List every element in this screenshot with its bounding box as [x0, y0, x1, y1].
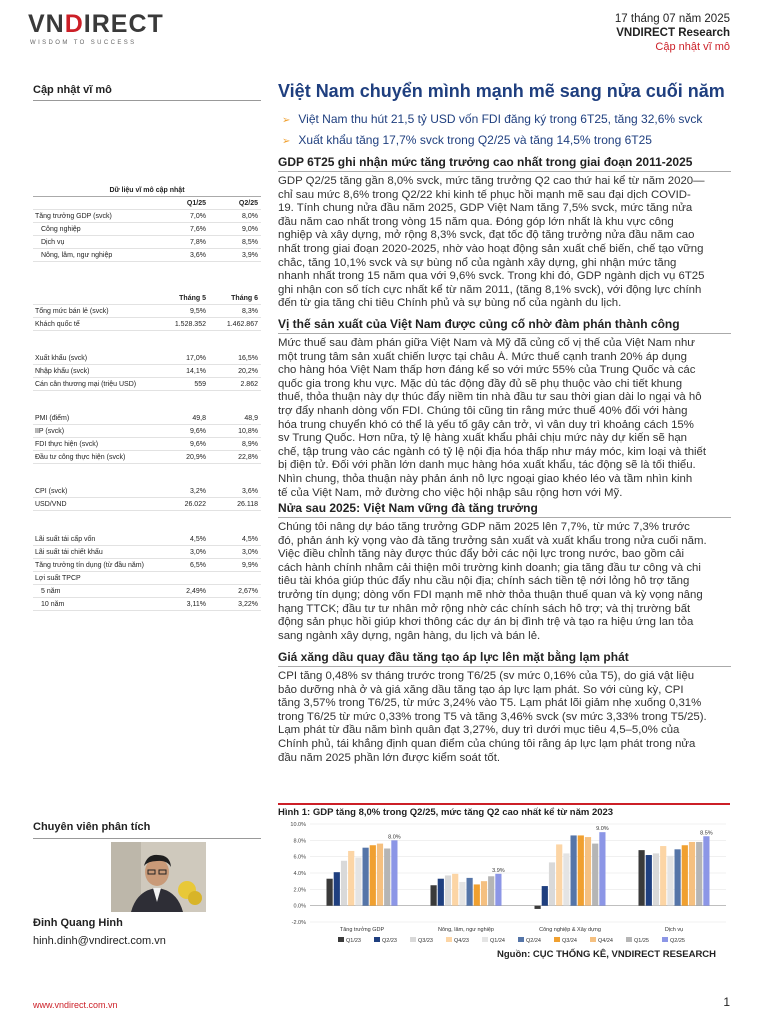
section-paragraph — [278, 337, 733, 500]
key-points — [282, 111, 702, 153]
row-label: 10 năm — [41, 601, 65, 608]
logo-tagline: WISDOM TO SUCCESS — [30, 40, 137, 46]
y-tick-label: 10.0% — [290, 822, 306, 828]
row-value-1: Tháng 5 — [179, 295, 206, 302]
chart-bar — [488, 876, 494, 905]
table-row — [33, 534, 261, 546]
row-value-1: 14,1% — [186, 368, 206, 375]
report-date: 17 tháng 07 năm 2025 — [614, 13, 730, 25]
paragraph-line: sv Trung Quốc. Hơn nữa, tỷ lệ hàng xuất khẩu phải chịu mức này dự kiến sẽ hạn — [278, 432, 687, 445]
legend-swatch — [626, 937, 632, 942]
paragraph-line: chỉ sau mức 8,6% trong Q2/22 khi kinh tế phục hồi mạnh mẽ sau đại dịch COVID- — [278, 188, 691, 201]
figure-title: Hình 1: GDP tăng 8,0% trong Q2/25, mức tăng Q2 cao nhất kể từ năm 2023 — [278, 807, 614, 818]
key-point: ➢ Việt Nam thu hút 21,5 tỷ USD vốn FDI đăng ký trong 6T25, tăng 32,6% svck — [282, 112, 703, 126]
chart-bar — [377, 844, 383, 906]
analyst-section-title: Chuyên viên phân tích — [33, 821, 151, 833]
section-heading: Vị thế sản xuất của Việt Nam được củng cố nhờ đàm phán thành công — [278, 317, 680, 331]
row-value-2: 3,6% — [242, 488, 258, 495]
paragraph-line: một trung tâm sản xuất chiến lược tại châu Á. Mức thuế cạnh tranh 20% áp dụng — [278, 350, 687, 363]
gdp-growth-chart — [278, 818, 730, 950]
row-value-1: 3,11% — [186, 601, 206, 608]
table-row — [33, 499, 261, 511]
chart-bar — [481, 881, 487, 906]
key-point: ➢ Xuất khẩu tăng 17,7% svck trong Q2/25 và tăng 14,5% trong 6T25 — [282, 133, 652, 147]
row-value-1: 9,5% — [190, 308, 206, 315]
chart-bar — [682, 845, 688, 905]
y-tick-label: 2.0% — [293, 887, 306, 894]
paragraph-line: Lạm phát từ đầu năm bình quân đạt 3,27%, duy trì dưới mục tiêu 4,5–5,0% của — [278, 724, 680, 737]
row-value-2: 9,0% — [242, 226, 258, 233]
page-title: Việt Nam chuyển mình mạnh mẽ sang nửa cuối năm — [278, 81, 725, 101]
chart-bar — [431, 885, 437, 905]
page-number: 1 — [723, 995, 730, 1009]
paragraph-line: CPI tăng 0,48% sv tháng trước trong T6/25 (sv mức 0,16% của T5), do giá vật liệu — [278, 670, 695, 682]
chart-bar — [599, 832, 605, 906]
paragraph-line: thuế, thỏa thuận này dự thúc đẩy niềm tin nhà đầu tư sau thời gian dài lo ngại và hỗ — [278, 391, 702, 404]
legend-swatch — [518, 937, 524, 942]
row-value-2: 8,9% — [242, 441, 258, 448]
row-value-1: Q1/25 — [186, 200, 206, 207]
section-heading: Nửa sau 2025: Việt Nam vững đà tăng trưởng — [278, 501, 538, 515]
row-value-1: 6,5% — [190, 562, 206, 569]
row-value-2: 8,3% — [242, 308, 258, 315]
section-divider — [278, 517, 731, 518]
table-header-row — [33, 293, 261, 305]
legend-label: Q2/23 — [382, 938, 397, 944]
row-value-1: 9,6% — [190, 428, 206, 435]
legend-swatch — [410, 937, 416, 942]
legend-label: Q1/24 — [490, 938, 505, 944]
legend-swatch — [590, 937, 596, 942]
legend-swatch — [554, 937, 560, 942]
row-value-1: 9,6% — [190, 441, 206, 448]
row-label: Nông, lâm, ngư nghiệp — [41, 252, 113, 259]
row-value-1: 2,49% — [186, 588, 206, 595]
paragraph-line: tiêu tài khóa giúp thúc đẩy nhu cầu nội địa; chính sách tiền tệ nới lỏng hỗ trợ tăng — [278, 575, 690, 588]
figure-divider — [278, 803, 730, 805]
chart-bar — [675, 849, 681, 905]
legend-label: Q3/23 — [418, 938, 433, 944]
row-label: Đầu tư công thực hiện (svck) — [35, 454, 126, 461]
data-label: 8.5% — [700, 830, 713, 837]
row-value-2: 22,8% — [238, 454, 258, 461]
table-row — [33, 224, 261, 236]
y-tick-label: 0.0% — [293, 903, 306, 910]
analyst-portrait-icon — [111, 842, 206, 912]
row-label: Cán cân thương mại (triệu USD) — [35, 381, 137, 388]
row-label: Khách quốc tế — [35, 321, 80, 328]
analyst-photo — [111, 842, 206, 912]
row-label: FDI thực hiện (svck) — [35, 441, 99, 448]
section-heading: GDP 6T25 ghi nhận mức tăng trưởng cao nhất trong giai đoạn 2011-2025 — [278, 155, 693, 169]
section-paragraph — [278, 175, 733, 311]
paragraph-line: trưởng tín dụng; dòng vốn FDI mạnh mẽ nhờ thỏa thuận thuế quan và kỳ vọng nâng — [278, 588, 703, 601]
paragraph-line: quốc gia trong khu vực. Mặc dù tác động đầy đủ sẽ phụ thuộc vào chi tiết khung — [278, 377, 683, 390]
table-row — [33, 573, 261, 585]
row-label: Tăng trưởng GDP (svck) — [35, 213, 112, 220]
paragraph-line: sang ngành xây dựng, ngân hàng, du lịch và bán lẻ. — [278, 629, 541, 642]
figure-source: Nguồn: CỤC THỐNG KÊ, VNDIRECT RESEARCH — [497, 949, 717, 960]
paragraph-line: cách hành chính nhằm cải thiện môi trường kinh doanh; gia tăng đầu tư công và chi — [278, 561, 701, 574]
table-row — [33, 413, 261, 425]
y-tick-label: 8.0% — [293, 838, 306, 845]
row-label: 5 năm — [41, 588, 61, 595]
row-value-2: 2.862 — [240, 381, 258, 388]
row-label: Công nghiệp — [41, 226, 81, 233]
table-row — [33, 599, 261, 611]
report-org: VNDIRECT Research — [616, 27, 730, 39]
row-value-1: 4,5% — [190, 536, 206, 543]
analyst-email[interactable]: hinh.dinh@vndirect.com.vn — [33, 935, 166, 947]
row-value-2: 8,5% — [242, 239, 258, 246]
row-label: Tổng mức bán lẻ (svck) — [35, 308, 109, 315]
paragraph-line: bị điện tử. Đối với phần lớn danh mục hàng hóa xuất khẩu, tác động sẽ là tối thiểu. — [278, 459, 696, 472]
table-row — [33, 306, 261, 318]
chart-bar — [474, 884, 480, 905]
chart-bar — [571, 835, 577, 905]
paragraph-line: trong T6/25 từ mức 0,33% trong T5 và tăng 3,46% svck (sv mức 3,33% trong T5/25). — [278, 710, 707, 723]
row-label: CPI (svck) — [35, 488, 68, 495]
legend-swatch — [482, 937, 488, 942]
table-header-row — [33, 198, 261, 210]
y-tick-label: 4.0% — [293, 871, 306, 877]
table-row — [33, 586, 261, 598]
chart-bar — [703, 836, 709, 905]
logo-text-vn: VN — [28, 10, 65, 38]
paragraph-line: Chúng tôi nâng dự báo tăng trưởng GDP năm 2025 lên 7,7%, từ mức 7,3% trước — [278, 521, 690, 533]
chart-bar — [467, 878, 473, 906]
paragraph-line: bảo dưỡng nhà ở và giá xăng dầu tăng tạo áp lực lạm phát. So với cùng kỳ, CPI — [278, 683, 684, 696]
paragraph-line: nhất trong giai đoạn 2020-2025, nhờ vào hoạt động sản xuất chế biến, chế tạo vững — [278, 242, 704, 255]
paragraph-line: hóa trung chuyển khó có thể là yếu tố gây cản trở, vì vẫn duy trì khoảng cách 15% — [278, 418, 694, 431]
chart-bar — [549, 862, 555, 905]
table-row — [33, 353, 261, 365]
row-value-2: 9,9% — [242, 562, 258, 569]
chart-bar — [495, 874, 501, 906]
paragraph-line: 19. Tính chung nửa đầu năm 2025, GDP Việt Nam tăng 7,5% svck, mức tăng nửa — [278, 202, 693, 215]
footer-url[interactable]: www.vndirect.com.vn — [33, 1000, 118, 1010]
analyst-name: Đinh Quang Hinh — [33, 917, 123, 929]
legend-label: Q2/24 — [526, 938, 541, 944]
legend-label: Q1/23 — [346, 938, 361, 944]
section-heading: Giá xăng dầu quay đầu tăng tạo áp lực lên mặt bằng lạm phát — [278, 650, 629, 664]
legend-swatch — [662, 937, 668, 942]
row-value-1: 3,6% — [190, 252, 206, 259]
legend-swatch — [374, 937, 380, 942]
paragraph-line: đến từ gia tăng chi tiêu Chính phủ và sự bùng nổ của ngành du lịch. — [278, 297, 622, 310]
row-value-2: 10,8% — [238, 428, 258, 435]
chart-bar — [585, 837, 591, 906]
chart-bar — [384, 849, 390, 906]
legend-label: Q3/24 — [562, 938, 577, 944]
row-value-1: 26.022 — [184, 501, 206, 508]
row-label: Tăng trưởng tín dụng (từ đầu năm) — [35, 562, 144, 569]
paragraph-line: đầu năm 2025 phần lớn được kiểm soát tốt. — [278, 751, 501, 764]
sidebar-divider — [33, 100, 261, 101]
chart-bar — [341, 861, 347, 906]
paragraph-line: Nhìn chung, thỏa thuận này phản ánh nỗ lực ngoại giao khéo léo và tầm nhìn kinh — [278, 472, 693, 485]
section-paragraph — [278, 521, 733, 643]
row-label: Lãi suất tái chiết khấu — [35, 549, 103, 556]
row-value-1: 49,8 — [192, 415, 206, 422]
row-value-2: 48,9 — [244, 415, 258, 422]
legend-label: Q4/24 — [598, 938, 613, 944]
arrow-bullet-icon: ➢ — [282, 115, 291, 126]
x-category-label: Công nghiệp & Xây dựng — [539, 927, 601, 933]
section-divider — [278, 171, 731, 172]
row-value-2: 8,0% — [242, 213, 258, 220]
x-category-label: Nông, lâm, ngư nghiệp — [438, 927, 494, 933]
data-label: 8.0% — [388, 834, 401, 841]
row-value-2: Tháng 6 — [231, 295, 258, 302]
paragraph-line: cho hàng hóa Việt Nam thấp hơn đáng kể so với mức 55% của Trung Quốc và các — [278, 364, 696, 377]
logo-text-irect: IRECT — [83, 10, 164, 38]
chart-bar — [459, 882, 465, 906]
chart-bar — [578, 835, 584, 905]
y-tick-label: 6.0% — [293, 854, 306, 861]
paragraph-line: tế của Việt Nam, mở đường cho việc hội nhập sâu rộng hơn với Mỹ. — [278, 486, 623, 499]
row-label: IIP (svck) — [35, 428, 65, 435]
data-label: 9.0% — [596, 826, 609, 833]
chart-bar — [445, 875, 451, 905]
table-row — [33, 211, 261, 223]
table-row — [33, 439, 261, 451]
chart-bar — [592, 844, 598, 906]
chart-bar — [667, 856, 673, 906]
row-value-1: 3,2% — [190, 488, 206, 495]
table-row — [33, 250, 261, 262]
paragraph-line: Chính phủ, tái khẳng định quan điểm của chúng tôi rằng áp lực lạm phát trong nửa — [278, 737, 696, 750]
row-value-1: 7,0% — [190, 213, 206, 220]
chart-bar — [535, 906, 541, 909]
row-value-2: 26.118 — [237, 501, 258, 508]
section-divider — [278, 666, 731, 667]
chart-bar — [438, 879, 444, 906]
row-value-1: 1.528.352 — [174, 321, 206, 328]
chart-bar — [391, 840, 397, 905]
table-row — [33, 560, 261, 572]
table-row — [33, 237, 261, 249]
row-value-1: 17,0% — [186, 355, 206, 362]
analyst-divider — [33, 838, 261, 839]
paragraph-line: Việc điều chỉnh tăng này được thúc đẩy bởi các nội lực trong nước, bao gồm cải — [278, 548, 684, 561]
chart-bar — [334, 872, 340, 905]
row-value-2: 3,22% — [238, 601, 258, 608]
row-label: USD/VND — [35, 501, 67, 508]
chart-bar — [639, 850, 645, 906]
table-title: Dữ liệu vĩ mô cập nhật — [33, 185, 261, 197]
chart-bar — [563, 853, 569, 905]
legend-swatch — [338, 937, 344, 942]
legend-label: Q4/23 — [454, 938, 469, 944]
chart-bar — [689, 842, 695, 906]
section-paragraph — [278, 670, 733, 765]
y-tick-label: -2.0% — [291, 920, 306, 926]
paragraph-line: GDP Q2/25 tăng gần 8,0% svck, mức tăng trưởng Q2 cao thứ hai kể từ năm 2020— — [278, 175, 705, 187]
row-value-1: 7,6% — [190, 226, 206, 233]
x-category-label: Dịch vụ — [664, 927, 684, 933]
row-value-2: 3,0% — [242, 549, 258, 556]
legend-label: Q1/25 — [634, 938, 649, 944]
row-value-2: 4,5% — [242, 536, 258, 543]
legend-swatch — [446, 937, 452, 942]
paragraph-line: ghi nhận con số tích cực nhất kể từ năm 2011, (tăng 8,1% svck), với động lực chính — [278, 283, 702, 296]
row-value-2: 2,67% — [238, 588, 258, 595]
chart-bar — [542, 886, 548, 906]
data-label: 3.9% — [492, 867, 505, 874]
chart-bar — [660, 846, 666, 906]
row-value-2: 16,5% — [238, 355, 258, 362]
chart-bar — [646, 855, 652, 906]
table-row — [33, 379, 261, 391]
table-row — [33, 452, 261, 464]
row-label: Xuất khẩu (svck) — [35, 355, 88, 362]
table-row — [33, 319, 261, 331]
row-value-1: 20,9% — [186, 454, 206, 461]
header-meta — [615, 12, 730, 54]
chart-bar — [327, 879, 333, 906]
chart-bar — [370, 845, 376, 905]
chart-bar — [355, 857, 361, 905]
x-category-label: Tăng trưởng GDP — [339, 927, 385, 933]
paragraph-line: đó, phản ánh kỳ vọng vào đà tăng trưởng sản xuất và xuất khẩu trong nửa cuối năm. — [278, 534, 707, 547]
row-value-1: 7,8% — [190, 239, 206, 246]
legend-label: Q2/25 — [670, 938, 685, 944]
paragraph-line: Mức thuế sau đàm phán giữa Việt Nam và Mỹ đã củng cố vị thế của Việt Nam như — [278, 337, 695, 349]
row-label: Lãi suất tái cấp vốn — [35, 536, 96, 543]
paragraph-line: trợ đẩy nhanh dòng vốn FDI. Chúng tôi cũng tin rằng mức thuế 40% đối với hàng — [278, 404, 688, 417]
chart-bar — [452, 874, 458, 906]
row-value-1: 559 — [194, 381, 206, 388]
chart-bar — [363, 848, 369, 906]
paragraph-line: nghiệp và xây dựng, mở rộng 8,3% svck, đạt tốc độ tăng trưởng nửa đầu năm cao — [278, 229, 695, 242]
row-value-2: 3,9% — [242, 252, 258, 259]
row-label: PMI (điểm) — [35, 415, 70, 422]
table-row — [33, 486, 261, 498]
logo-text-d: D — [64, 10, 84, 38]
paragraph-line: nhanh nhất trong 15 năm qua với 9,6% svck. Trong khi đó, GDP ngành dịch vụ 6T25 — [278, 270, 705, 283]
row-label: Nhập khẩu (svck) — [35, 368, 90, 375]
row-value-2: Q2/25 — [238, 200, 258, 207]
vndirect-logo — [28, 10, 164, 39]
row-label: Dịch vụ — [41, 239, 65, 246]
sidebar-title: Cập nhật vĩ mô — [33, 84, 112, 96]
chart-bar — [653, 853, 659, 905]
section-divider — [278, 333, 731, 334]
paragraph-line: đầu năm cao nhất trong vòng 15 năm qua. Đóng góp lớn nhất là khu vực công — [278, 215, 674, 228]
row-label: Lợi suất TPCP — [35, 575, 81, 582]
paragraph-line: chắc, tăng 10,1% svck và sự bùng nổ của ngành xây dựng, ghi nhận mức tăng — [278, 256, 677, 269]
chart-bar — [556, 844, 562, 905]
row-value-2: 20,2% — [238, 368, 258, 375]
chart-bar — [348, 851, 354, 906]
row-value-2: 1.462.867 — [226, 321, 258, 328]
chart-bar — [696, 842, 702, 906]
report-category: Cập nhật vĩ mô — [655, 41, 730, 53]
paragraph-line: chế, tập trung vào các ngành có tỷ lệ nội địa hóa thấp như máy móc, kim loại và thiết — [278, 445, 707, 458]
paragraph-line: động sản phục hồi giúp khơi thông các dự án bị đình trệ và tạo ra hiệu ứng lan tỏa — [278, 616, 694, 629]
table-row — [33, 366, 261, 378]
table-row — [33, 547, 261, 559]
table-row — [33, 426, 261, 438]
paragraph-line: tăng 3,57% trong T6/25, từ mức 3,24% vào T5. Lạm phát lõi giảm nhẹ xuống 0,31% — [278, 697, 702, 710]
row-value-1: 3,0% — [190, 549, 206, 556]
paragraph-line: hạng TTCK; đầu tư tư nhân mở rộng nhờ các chính sách hỗ trợ; và thị trường bất — [278, 602, 691, 615]
arrow-bullet-icon: ➢ — [282, 136, 291, 147]
